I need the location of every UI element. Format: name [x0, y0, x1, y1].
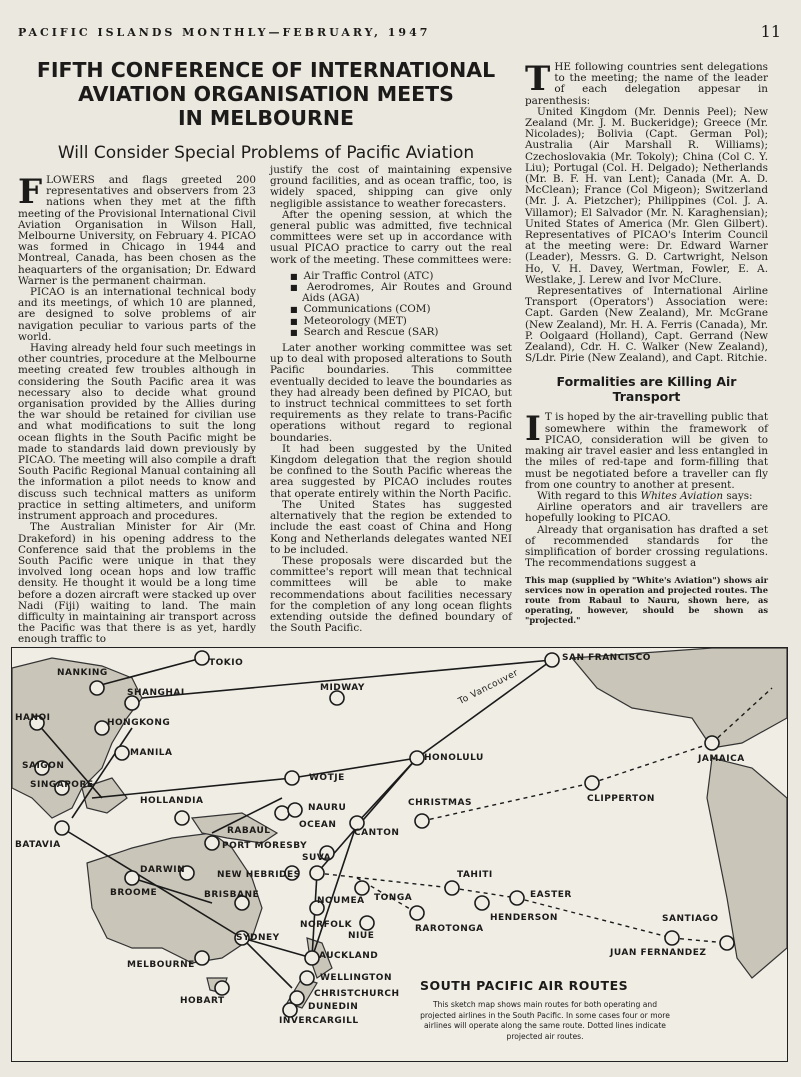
paragraph [18, 172, 256, 287]
label-niue: NIUE [348, 931, 375, 941]
article-title [20, 58, 512, 130]
paragraph-text: LOWERS and flags greeted 200 representatives and observers from 23 nations when they met at the fifth meeting of the Provisional International Civil Aviation Organisation in Wilson Hall, Melbourne University, on February 4. PICAO was formed in Chicago in 1944 and Montreal, Canada, has been chosen as the heaquarters of the organisation; Dr. Edward Warner is the permanent chairman. [18, 174, 256, 287]
drop-cap: F [18, 172, 43, 212]
label-wotje: WOTJE [309, 773, 345, 783]
paragraph-text: HE following countries sent delegations to the meeting; the name of the leader of each delegation appesar in parenthesis: [525, 61, 768, 107]
air-routes-map [11, 647, 788, 1062]
label-port-moresby: PORT MORESBY [222, 841, 308, 851]
paragraph: These proposals were discarded but the committee's report will mean that technical committees will be able to make recommendations about facilities necessary for the completion of any long ocean flights extending outside the defined boundary of the South Pacific. [270, 554, 512, 635]
label-rabaul: RABAUL [227, 826, 271, 836]
label-canton: CANTON [354, 828, 400, 838]
label-auckland: AUCKLAND [319, 951, 379, 961]
label-wellington: WELLINGTON [320, 973, 392, 983]
drop-cap: T [525, 59, 551, 99]
list-item: ■ Air Traffic Control (ATC) [290, 271, 512, 282]
label-melbourne: MELBOURNE [127, 960, 195, 970]
paragraph-text: With regard to this [537, 489, 641, 502]
running-head: PACIFIC ISLANDS MONTHLY—FEBRUARY, 1947 [18, 26, 431, 39]
label-christmas: CHRISTMAS [408, 798, 472, 808]
section-subhead: Formalities are Killing Air Transport [556, 374, 737, 405]
label-juan-fernandez: JUAN FERNANDEZ [610, 948, 707, 958]
label-new-hebrides: NEW HEBRIDES [217, 870, 301, 880]
label-noumea: NOUMEA [317, 896, 365, 906]
paragraph: Representatives of International Airline Transport (Operators') Association were: Capt. Garden (New Zealand), Mr. McGrane (New Zealand), Mr. H. A. Ferris (Canada), Mr. P. Oolgaard (Holland), Capt. Gerrand (New Zealand), Cdr. H. C. Walker (New Zealand), S/Ldr. Pirie (New Zealand), and Capt. Ritchie. [525, 285, 768, 365]
map-title: SOUTH PACIFIC AIR ROUTES [420, 978, 629, 993]
label-invercargill: INVERCARGILL [279, 1016, 359, 1026]
label-manila: MANILA [130, 748, 173, 758]
label-hollandia: HOLLANDIA [140, 796, 204, 806]
list-item: ■ Search and Rescue (SAR) [290, 327, 512, 338]
map-drawing [12, 648, 787, 1061]
label-darwin: DARWIN [140, 865, 186, 875]
label-tonga: TONGA [374, 893, 413, 903]
paragraph: It had been suggested by the United Kingdom delegation that the region should be confined to the South Pacific whereas the area suggested by PICAO includes routes that operate entirely within the North Pacific. [270, 442, 512, 500]
page-number: 11 [760, 22, 781, 41]
label-dunedin: DUNEDIN [308, 1002, 359, 1012]
label-san-francisco: SAN FRANCISCO [562, 653, 651, 663]
title-line: IN MELBOURNE [177, 106, 355, 130]
column-1 [18, 172, 256, 646]
publication-name: Whites Aviation [640, 489, 724, 502]
label-nanking: NANKING [57, 668, 108, 678]
label-clipperton: CLIPPERTON [587, 794, 655, 804]
north-america [572, 648, 787, 748]
label-sydney: SYDNEY [236, 933, 280, 943]
label-ocean: OCEAN [299, 820, 337, 830]
label-suva: SUVA [302, 853, 332, 863]
label-rarotonga: RAROTONGA [415, 924, 484, 934]
label-batavia: BATAVIA [15, 840, 61, 850]
label-hobart: HOBART [180, 996, 225, 1006]
label-to-vancouver: To Vancouver [457, 668, 521, 707]
label-broome: BROOME [110, 888, 158, 898]
paragraph: United Kingdom (Mr. Dennis Peel); New Zealand (Mr. J. M. Buckeridge); Greece (Mr. Nicolades); Bolivia (Capt. German Pol); Australia (Air Marshall R. Williams); Czechoslovakia (Mr. Tokoly); China (Col C. Y. Liu); Portugal (Col. H. Delgado); Netherlands (Mr. B. F. H. van Lent); Canada (Mr. A. D. McClean); France (Col Migeon); Switzerland (Mr. J. A. Pietzcher); Philippines (Col. J. A. Villamor); El Salvador (Mr. N. Karaghensian); United States of America (Mr. Glen Gilbert). Representatives of PICAO's Interim Council at the meeting were: Dr. Edward Warner (Leader), Messrs. G. D. Cartwright, Nelson Ho, V. H. Davey, Wertman, Fowler, E. A. Westlake, J. Lerew and Ivor McClure. [525, 105, 768, 286]
list-item: ■ Aerodromes, Air Routes and Ground Aids (AGA) [290, 282, 512, 304]
map-description: This sketch map shows main routes for both operating and projected airlines in the South Pacific. In some cases four or more airlines will operate along the same route. Dotted lines indicate projected air routes. [420, 1000, 670, 1041]
label-norfolk: NORFOLK [300, 920, 353, 930]
title-line: AVIATION ORGANISATION MEETS [78, 82, 454, 106]
label-christchurch: CHRISTCHURCH [314, 989, 400, 999]
south-america [707, 758, 787, 978]
paragraph: Later another working committee was set up to deal with proposed alterations to South Pacific boundaries. This committee eventually decided to leave the boundaries as they had already been defined by PICAO, but to instruct technical committees to set forth requirements as they relate to trans-Pacific operations without regard to regional boundaries. [270, 342, 512, 444]
paragraph: Already that organisation has drafted a set of recommended standards for the simplification of border crossing regulations. The recommendations suggest a [525, 523, 768, 570]
paragraph: Airline operators and air travellers are hopefully looking to PICAO. [525, 501, 768, 525]
drop-cap: I [525, 409, 541, 450]
label-singapore: SINGAPORE [30, 780, 94, 790]
label-saigon: SAIGON [22, 761, 65, 771]
paragraph: Having already held four such meetings in other countries, procedure at the Melbourne meeting created few troubles although in considering the South Pacific area it was necessary also to decide what ground organisation provided by the Allies during the war should be retained for civilian use and what modifications to suit the long ocean flights in the South Pacific might be made to standards laid down previously by PICAO. The meeting will also compile a draft South Pacific Regional Manual containing all the information a pilot needs to know and discuss such technical matters as uniform practice in setting altimeters, and uniform instrument approach and procedures. [18, 342, 256, 523]
label-henderson: HENDERSON [490, 913, 558, 923]
list-item: ■ Meteorology (MET) [290, 316, 512, 327]
paragraph [525, 59, 768, 107]
column-3 [525, 59, 768, 626]
paragraph: After the opening session, at which the general public was admitted, five technical committees were set up in accordance with usual PICAO practice to carry out the real work of the meeting. These committees were: [270, 208, 512, 266]
paragraph: justify the cost of maintaining expensive ground facilities, and as ocean traffic, too, is widely spaced, shipping can give only negligible assistance to weather forecasters. [270, 164, 512, 210]
article-subtitle: Will Consider Special Problems of Pacific Aviation [57, 143, 475, 163]
label-hanoi: HANOI [15, 713, 51, 723]
paragraph-text: T is hoped by the air-travelling public that somewhere within the framework of PICAO, consideration will be given to making air travel easier and less entangled in the miles of red-tape and form-filling that must be negotiated before a traveller can fly from one country to another at present. [525, 411, 768, 491]
column-2 [270, 165, 512, 634]
label-hongkong: HONGKONG [107, 718, 171, 728]
label-tahiti: TAHITI [457, 870, 493, 880]
paragraph: PICAO is an international technical body and its meetings, of which 10 are planned, are designed to solve problems of air navigation peculiar to various parts of the world. [18, 286, 256, 343]
paragraph [525, 409, 768, 491]
label-jamaica: JAMAICA [698, 754, 745, 764]
paragraph: The Australian Minister for Air (Mr. Drakeford) in his opening address to the Conference said that the problems in the South Pacific were unique in that they involved long ocean hops and low traffic density. He thought it would be a long time before a dozen aircraft were stacked up over Nadi (Fiji) waiting to land. The main difficulty in maintaining air transport across the Pacific was that there is as yet, hardly enough traffic to [18, 521, 256, 646]
paragraph: The United States has suggested alternatively that the region be extended to include the east coast of China and Hong Kong and Netherlands delegates wanted NEI to be included. [270, 498, 512, 556]
label-brisbane: BRISBANE [204, 890, 260, 900]
label-easter: EASTER [530, 890, 572, 900]
paragraph-text: says: [723, 489, 753, 502]
running-header [18, 22, 781, 46]
label-honolulu: HONOLULU [424, 753, 484, 763]
title-line: FIFTH CONFERENCE OF INTERNATIONAL [36, 58, 496, 82]
list-item: ■ Communications (COM) [290, 304, 512, 315]
label-shanghai: SHANGHAI [127, 688, 185, 698]
label-tokio: TOKIO [209, 658, 244, 668]
label-midway: MIDWAY [320, 683, 365, 693]
label-nauru: NAURU [308, 803, 347, 813]
committee-list [290, 271, 512, 338]
map-caption: This map (supplied by "White's Aviation") shows air services now in operation and projected routes. The route from Rabaul to Nauru, shown here, as operating, however, should be shown as "projected." [525, 575, 768, 626]
label-santiago: SANTIAGO [662, 914, 719, 924]
